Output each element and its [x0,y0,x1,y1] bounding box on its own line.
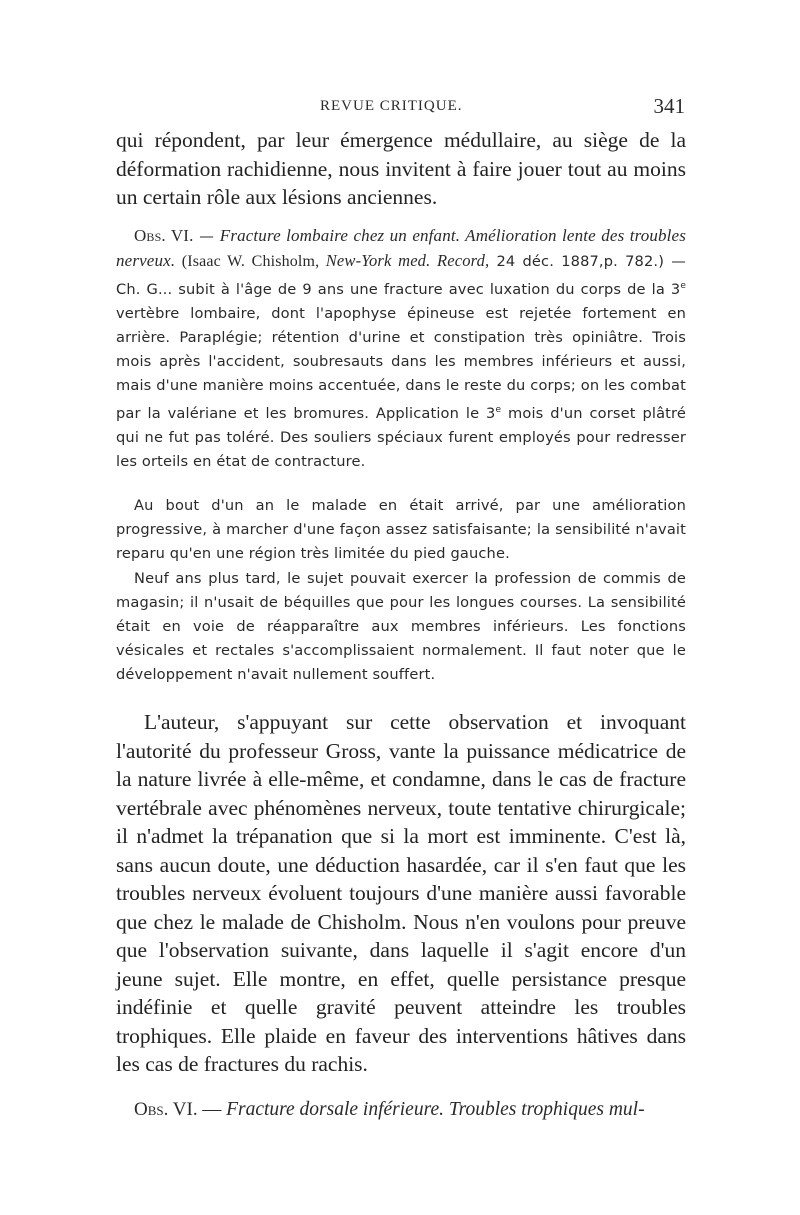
main-paragraph [116,708,686,1079]
paragraph-text: Au bout d'un an le malade en était arrivé, par une amélioration progressive, à marcher d'une façon assez satisfaisante; la sensibilité n'avait reparu qu'en une région très limitée du pied gauche. [116,497,686,562]
observation-paragraph-2 [116,494,686,566]
observation-dash: — [193,228,220,245]
running-head: REVUE CRITIQUE. [320,98,463,114]
observation-heading [134,1098,686,1122]
superscript: e [495,404,502,415]
observation-dash: — [197,1099,227,1120]
paragraph-continuation [116,126,686,212]
observation-reference-journal: New-York med. Record, [325,251,490,270]
paragraph-text: L'auteur, s'appuyant sur cette observation et invoquant l'autorité du professeur Gross, vante la puissance médicatrice de la nature livrée à elle-même, et condamne, dans le cas de fracture vertébrale avec phénomènes nerveux, toute tentative chirurgicale; il n'admet la trépanation que si la mort est imminente. C'est là, sans aucun doute, une déduction hasardée, car il s'en faut que les troubles nerveux évoluent toujours d'une manière aussi favorable que chez le malade de Chisholm. Nous n'en voulons pour preuve que l'observation suivante, dans laquelle il s'agit encore d'un jeune sujet. Elle montre, en effet, quelle persistance presque indéfinie et quelle gravité peuvent atteindre les troubles trophiques. Elle plaide en faveur des interventions hâtives dans les cas de fractures du rachis. [116,710,686,1076]
observation-body-end: mois d'un corset plâtré qui ne fut pas toléré. Des souliers spéciaux furent employés pour redresser les orteils en état de contracture. [116,404,686,470]
observation-title: Fracture lombaire chez un enfant. Amélioration lente des troubles nerveux. [116,226,686,270]
observation-paragraph-3 [116,567,686,687]
observation-body-mid: vertèbre lombaire, dont l'apophyse épineuse est rejetée fortement en arrière. Paraplégie; rétention d'urine et constipation très opiniâtre. Trois mois après l'accident, soubresauts dans les membres inférieurs et aussi, mais d'une manière moins accentuée, dans le reste du corps; on les combat par la valériane et les bromures. Application le 3 [116,304,686,422]
superscript: e [680,281,686,291]
observation-body-start: Ch. G... subit à l'âge de 9 ans une fracture avec luxation du corps de la 3 [116,280,681,298]
observation-block [116,224,686,474]
observation-title: Fracture dorsale inférieure. Troubles trophiques mul- [226,1099,645,1120]
page-number: 341 [653,94,685,118]
paragraph-text: qui répondent, par leur émergence médullaire, au siège de la déformation rachidienne, nous invitent à faire jouer tout au moins un certain rôle aux lésions anciennes. [116,128,686,209]
observation-label: Obs. VI. [134,226,194,245]
observation-reference-open: (Isaac W. Chisholm, [175,253,326,270]
paragraph-text: Neuf ans plus tard, le sujet pouvait exercer la profession de commis de magasin; il n'usait de béquilles que pour les longues courses. La sensibilité était en voie de réapparaître aux membres inférieurs. Les fonctions vésicales et rectales s'accomplissaient normalement. Il faut noter que le développement n'avait nullement souffert. [116,570,686,683]
observation-reference-close: 24 déc. 1887,p. 782.) — [489,253,686,270]
observation-label: Obs. VI. [134,1099,198,1120]
